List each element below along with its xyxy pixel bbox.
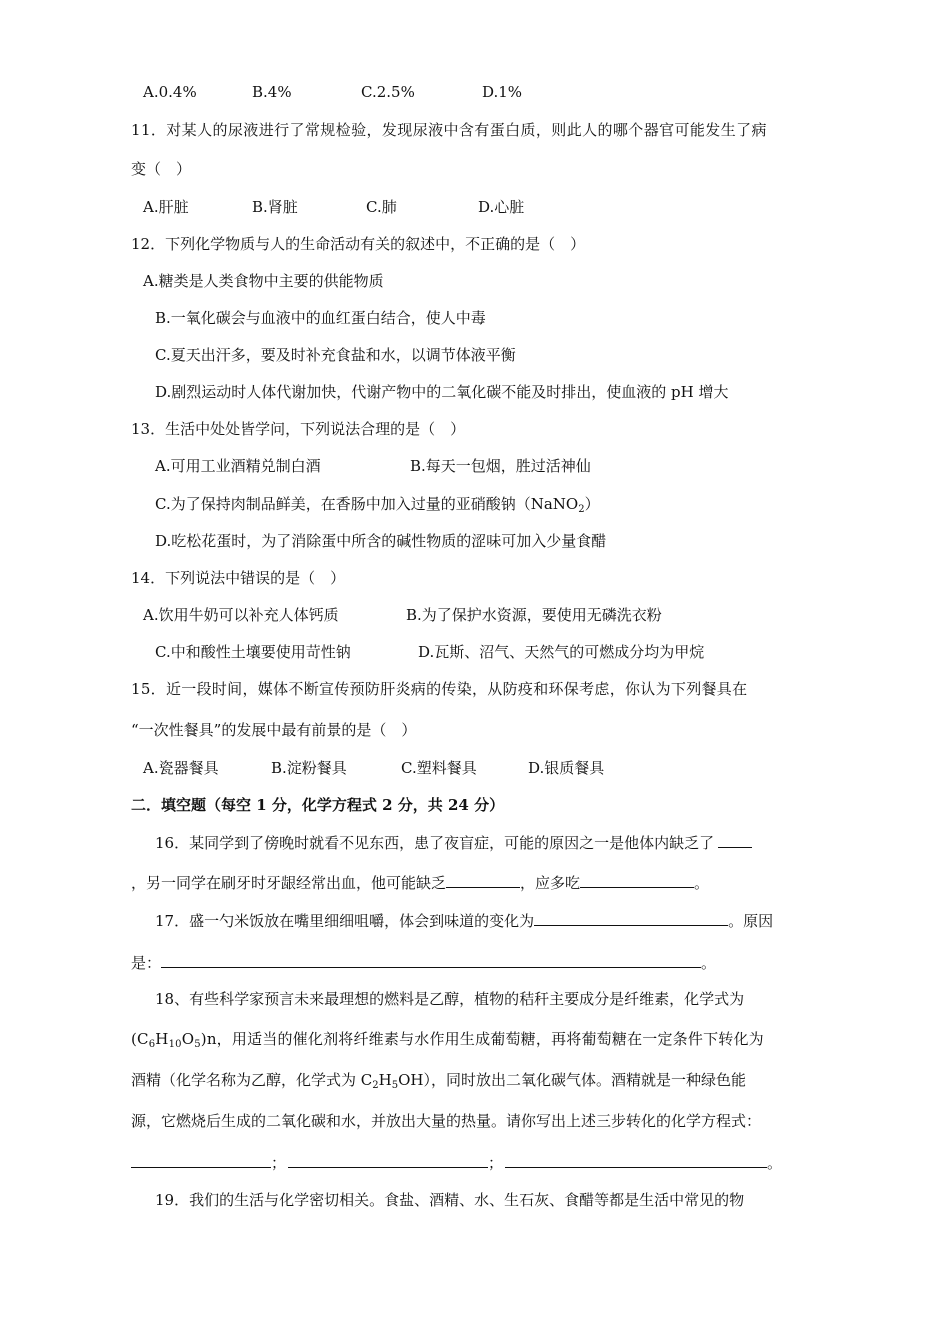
q18-line4: 源，它燃烧后生成的二氧化碳和水，并放出大量的热量。请你写出上述三步转化的化学方程式： (131, 1112, 762, 1130)
q13-option-c: C.为了保持肉制品鲜美，在香肠中加入过量的亚硝酸钠（NaNO$_2$） (155, 495, 600, 515)
q15-option-a: A.瓷器餐具 (143, 759, 219, 777)
q12-option-a: A.糖类是人类食物中主要的供能物质 (143, 272, 384, 290)
q15-line2: “一次性餐具”的发展中最有前景的是（ ） (131, 721, 417, 739)
q18-line2: $(C_6H_{10}O_5)n$，用适当的催化剂将纤维素与水作用生成葡萄糖，再将葡萄糖在一定条件下转化为 (131, 1030, 764, 1050)
q12-option-c: C.夏天出汗多，要及时补充食盐和水，以调节体液平衡 (155, 346, 516, 364)
q19-line1: 19．我们的生活与化学密切相关。食盐、酒精、水、生石灰、食醋等都是生活中常见的物 (155, 1191, 745, 1209)
q16-blank-3[interactable] (580, 873, 694, 888)
q14-option-d: D.瓦斯、沼气、天然气的可燃成分均为甲烷 (418, 643, 705, 661)
q18-blank-2[interactable] (288, 1153, 488, 1168)
q12-stem: 12．下列化学物质与人的生命活动有关的叙述中，不正确的是（ ） (131, 235, 586, 253)
q14-stem: 14．下列说法中错误的是（ ） (131, 569, 346, 587)
q16-line2: ，另一同学在刷牙时牙龈经常出血，他可能缺乏 ，应多吃 。 (131, 874, 710, 892)
q17-line1: 17．盛一勺米饭放在嘴里细细咀嚼，体会到味道的变化为 。原因 (155, 912, 774, 930)
q16-blank-1[interactable] (718, 833, 752, 848)
q11-option-d: D.心脏 (478, 198, 525, 216)
q12-option-b: B.一氧化碳会与血液中的血红蛋白结合，使人中毒 (155, 309, 486, 327)
q15-option-b: B.淀粉餐具 (271, 759, 347, 777)
section-title: 二．填空题（每空 1 分，化学方程式 2 分，共 24 分） (131, 796, 505, 814)
q11-line1: 11．对某人的尿液进行了常规检验，发现尿液中含有蛋白质，则此人的哪个器官可能发生了病 (131, 121, 767, 139)
q11-option-b: B.肾脏 (252, 198, 298, 216)
q18-blank-1[interactable] (131, 1153, 271, 1168)
q17-line2: 是： 。 (131, 954, 717, 972)
q10-option-d: D.1% (482, 83, 523, 101)
q15-option-d: D.银质餐具 (528, 759, 605, 777)
q18-line3: 酒精（化学名称为乙醇，化学式为 $C_2H_5OH$），同时放出二氧化碳气体。酒精就是一种绿色能 (131, 1071, 746, 1091)
q14-option-a: A.饮用牛奶可以补充人体钙质 (143, 606, 339, 624)
q13-stem: 13．生活中处处皆学问，下列说法合理的是（ ） (131, 420, 466, 438)
q14-option-c: C.中和酸性土壤要使用苛性钠 (155, 643, 351, 661)
q17-blank-1[interactable] (534, 911, 728, 926)
q11-option-c: C.肺 (366, 198, 397, 216)
q16-line1: 16．某同学到了傍晚时就看不见东西，患了夜盲症，可能的原因之一是他体内缺乏了 (155, 833, 752, 853)
q10-option-a: A.0.4% (143, 83, 197, 101)
q13-option-b: B.每天一包烟，胜过活神仙 (410, 457, 591, 475)
q13-option-d: D.吃松花蛋时，为了消除蛋中所含的碱性物质的涩味可加入少量食醋 (155, 532, 607, 550)
q17-blank-2[interactable] (161, 953, 701, 968)
q13-option-a: A.可用工业酒精兑制白酒 (155, 457, 321, 475)
q10-option-b: B.4% (252, 83, 292, 101)
q15-line1: 15．近一段时间，媒体不断宣传预防肝炎病的传染，从防疫和环保考虑，你认为下列餐具在 (131, 680, 748, 698)
q18-line1: 18、有些科学家预言未来最理想的燃料是乙醇，植物的秸秆主要成分是纤维素，化学式为 (155, 990, 745, 1008)
q18-blank-3[interactable] (505, 1153, 767, 1168)
q16-blank-2[interactable] (446, 873, 520, 888)
q14-option-b: B.为了保护水资源，要使用无磷洗衣粉 (406, 606, 662, 624)
q15-option-c: C.塑料餐具 (401, 759, 477, 777)
q18-answer-line: ； ； 。 (131, 1153, 782, 1173)
q11-line2: 变（ ） (131, 160, 192, 178)
q10-option-c: C.2.5% (361, 83, 415, 101)
q12-option-d: D.剧烈运动时人体代谢加快，代谢产物中的二氧化碳不能及时排出，使血液的 pH 增大 (155, 383, 729, 401)
q11-option-a: A.肝脏 (143, 198, 189, 216)
